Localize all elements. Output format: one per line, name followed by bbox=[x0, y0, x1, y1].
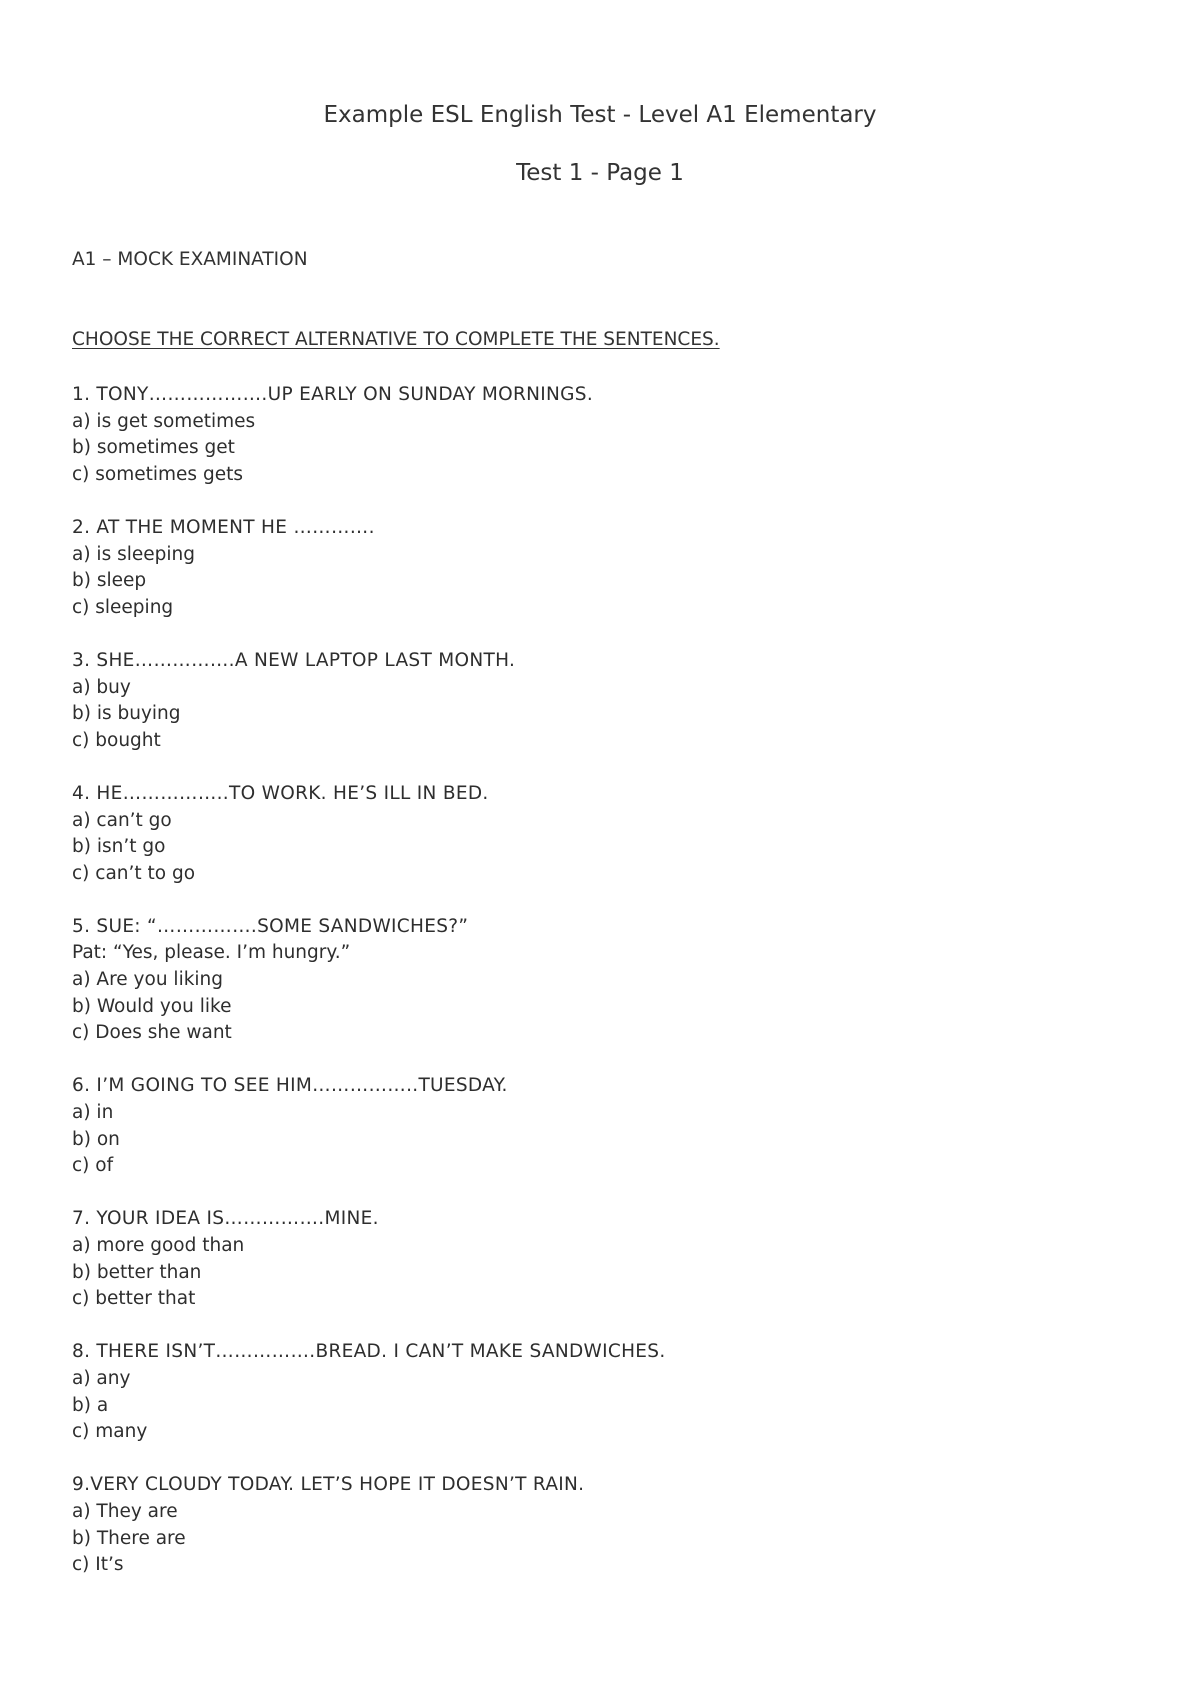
question-line: b) sleep bbox=[72, 570, 147, 592]
question-line: c) many bbox=[72, 1421, 148, 1443]
question-line: a) can’t go bbox=[72, 809, 172, 831]
question-stem: 9.VERY CLOUDY TODAY. LET’S HOPE IT DOESN’T RAIN. bbox=[72, 1474, 585, 1496]
question-line: b) isn’t go bbox=[72, 836, 166, 858]
question-line: b) better than bbox=[72, 1261, 202, 1283]
question-line: c) better that bbox=[72, 1288, 196, 1310]
document-title: Example ESL English Test - Level A1 Elementary bbox=[323, 102, 877, 128]
question-line: c) Does she want bbox=[72, 1022, 232, 1044]
question-block bbox=[72, 1073, 1122, 1179]
question-line: a) is get sometimes bbox=[72, 410, 256, 432]
question-line: a) buy bbox=[72, 676, 131, 698]
question-stem: 2. AT THE MOMENT HE …………. bbox=[72, 516, 375, 538]
question-line: Pat: “Yes, please. I’m hungry.” bbox=[72, 942, 351, 964]
question-block bbox=[72, 1339, 1122, 1445]
question-line: a) is sleeping bbox=[72, 543, 195, 565]
question-line: a) more good than bbox=[72, 1235, 245, 1256]
question-line: a) Are you liking bbox=[72, 969, 224, 991]
question-block bbox=[72, 382, 1122, 488]
question-stem: 5. SUE: “…………….SOME SANDWICHES?” bbox=[72, 915, 469, 937]
question-line: c) sleeping bbox=[72, 596, 174, 618]
question-block bbox=[72, 515, 1122, 621]
question-stem: 6. I’M GOING TO SEE HIM……………..TUESDAY. bbox=[72, 1075, 508, 1097]
question-line: a) any bbox=[72, 1367, 131, 1389]
question-line: c) can’t to go bbox=[72, 862, 196, 884]
question-line: b) on bbox=[72, 1128, 120, 1150]
page-subtitle: Test 1 - Page 1 bbox=[516, 160, 684, 186]
question-line: a) They are bbox=[72, 1500, 178, 1522]
question-stem: 7. YOUR IDEA IS…………….MINE. bbox=[72, 1208, 379, 1230]
question-line: c) of bbox=[72, 1155, 114, 1177]
question-stem: 4. HE……………..TO WORK. HE’S ILL IN BED. bbox=[72, 782, 489, 804]
question-block bbox=[72, 648, 1122, 754]
question-line: b) Would you like bbox=[72, 995, 232, 1017]
question-line: b) a bbox=[72, 1394, 109, 1416]
question-stem: 3. SHE…………….A NEW LAPTOP LAST MONTH. bbox=[72, 649, 516, 671]
question-block bbox=[72, 1472, 1122, 1578]
section-heading: A1 – MOCK EXAMINATION bbox=[72, 249, 308, 270]
question-block bbox=[72, 914, 1122, 1047]
question-line: c) bought bbox=[72, 729, 161, 751]
question-block bbox=[72, 781, 1122, 887]
question-line: c) It’s bbox=[72, 1554, 124, 1576]
question-stem: 1. TONY……………….UP EARLY ON SUNDAY MORNINGS. bbox=[72, 384, 594, 405]
question-stem: 8. THERE ISN’T…………….BREAD. I CAN’T MAKE SANDWICHES. bbox=[72, 1341, 666, 1363]
question-list bbox=[72, 382, 1122, 1605]
question-block bbox=[72, 1206, 1122, 1312]
instruction-text: CHOOSE THE CORRECT ALTERNATIVE TO COMPLETE THE SENTENCES. bbox=[72, 329, 720, 350]
question-line: b) There are bbox=[72, 1527, 186, 1549]
question-line: b) sometimes get bbox=[72, 437, 235, 459]
question-line: c) sometimes gets bbox=[72, 463, 243, 485]
question-line: b) is buying bbox=[72, 703, 181, 725]
question-line: a) in bbox=[72, 1102, 114, 1124]
